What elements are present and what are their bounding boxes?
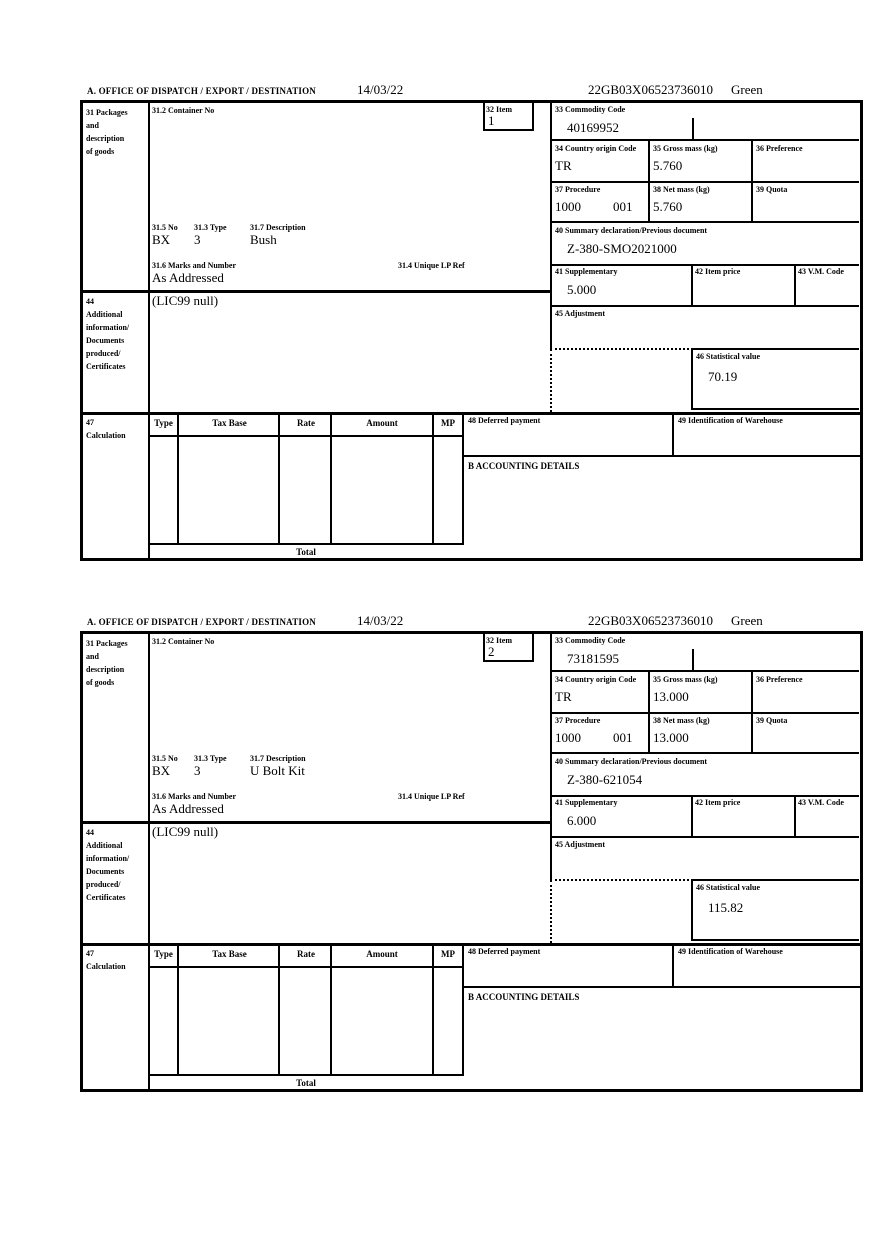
country-origin-value: TR [555,158,572,173]
deferred-payment-label: 48 Deferred payment [468,947,541,956]
grid-line [462,412,464,543]
procedure-value: 1000 [555,730,581,745]
item-price-label: 42 Item price [695,798,741,807]
package-type-label: 31.3 Type [194,754,227,763]
grid-line [550,836,859,838]
statistical-value: 115.82 [708,900,744,915]
dispatch-date: 14/03/22 [357,613,404,628]
box47-label: 47 Calculation [86,949,126,971]
calc-amount-header: Amount [366,418,398,428]
additional-information-value: (LIC99 null) [152,293,219,308]
country-origin-label: 34 Country origin Code [555,144,637,153]
preference-label: 36 Preference [756,675,803,684]
quota-label: 39 Quota [756,185,788,194]
grid-line [83,943,860,946]
grid-line [462,943,464,1074]
grid-line [691,348,859,350]
calc-amount-header: Amount [366,949,398,959]
calc-tax-base-header: Tax Base [212,418,247,428]
movement-reference-number: 22GB03X06523736010 [588,613,713,628]
package-no-label: 31.5 No [152,223,178,232]
package-no-value: BX [152,763,171,778]
package-type-label: 31.3 Type [194,223,227,232]
routing-status: Green [731,82,763,97]
calc-rate-header: Rate [297,418,315,428]
grid-line [550,139,859,141]
grid-line [148,435,464,437]
procedure-additional-value: 001 [613,199,633,214]
grid-line [550,181,859,183]
description-label: 31.7 Description [250,754,306,763]
grid-line [83,412,860,415]
movement-reference-number: 22GB03X06523736010 [588,82,713,97]
net-mass-value: 5.760 [653,199,683,214]
box31-label: 31 Packages and description of goods [86,639,128,687]
calc-type-header: Type [154,418,173,428]
item-grid [80,100,863,561]
grid-dotted-line [550,349,552,412]
package-no-value: BX [152,232,171,247]
net-mass-value: 13.000 [653,730,689,745]
marks-and-number-label: 31.6 Marks and Number [152,261,237,270]
adjustment-label: 45 Adjustment [555,840,606,849]
grid-line [148,543,464,545]
grid-line [648,670,650,752]
gross-mass-value: 5.760 [653,158,683,173]
declaration-item-section [80,613,863,1093]
supplementary-value: 6.000 [567,813,597,828]
box47-label: 47 Calculation [86,418,126,440]
statistical-value-label: 46 Statistical value [696,883,760,892]
grid-line [432,412,434,543]
vm-code-label: 43 V.M. Code [798,798,844,807]
description-label: 31.7 Description [250,223,306,232]
item-number: 1 [488,113,495,128]
grid-line [691,879,859,881]
marks-and-number-label: 31.6 Marks and Number [152,792,237,801]
item-label: 32 Item [486,105,512,114]
quota-label: 39 Quota [756,716,788,725]
grid-line [751,670,753,752]
grid-line [794,264,796,305]
grid-line [483,634,485,662]
commodity-code-label: 33 Commodity Code [555,636,626,645]
grid-dotted-line [550,348,693,350]
item-grid [80,631,863,1092]
grid-line [691,879,693,941]
calc-mp-header: MP [441,949,455,959]
commodity-code-label: 33 Commodity Code [555,105,626,114]
grid-line [148,1074,464,1076]
box44-label: 44 Additional information/ Documents produced/ Certificates [86,297,130,371]
grid-line [691,348,693,410]
accounting-details-label: B ACCOUNTING DETAILS [468,461,580,471]
statistical-value-label: 46 Statistical value [696,352,760,361]
grid-dotted-line [550,880,552,943]
adjustment-label: 45 Adjustment [555,309,606,318]
grid-line [148,103,150,558]
statistical-value: 70.19 [708,369,738,384]
marks-and-number-value: As Addressed [152,270,224,285]
box31-label: 31 Packages and description of goods [86,108,128,156]
calc-mp-header: MP [441,418,455,428]
routing-status: Green [731,613,763,628]
grid-line [177,412,179,543]
calc-type-header: Type [154,949,173,959]
grid-line [532,103,534,131]
grid-line [278,412,280,543]
grid-line [691,939,859,941]
container-no-label: 31.2 Container No [152,106,215,115]
commodity-code-value: 73181595 [567,651,619,666]
goods-description-value: Bush [250,232,277,247]
procedure-value: 1000 [555,199,581,214]
declaration-item-section [80,82,863,562]
grid-line [751,139,753,221]
package-type-value: 3 [194,232,201,247]
package-no-label: 31.5 No [152,754,178,763]
gross-mass-value: 13.000 [653,689,689,704]
grid-line [550,752,859,754]
calc-tax-base-header: Tax Base [212,949,247,959]
item-label: 32 Item [486,636,512,645]
preference-label: 36 Preference [756,144,803,153]
grid-line [672,943,674,986]
summary-declaration-label: 40 Summary declaration/Previous document [555,226,708,235]
office-of-dispatch-label: A. OFFICE OF DISPATCH / EXPORT / DESTINATION [87,617,317,627]
grid-line [550,795,859,797]
unique-lp-ref-label: 31.4 Unique LP Ref [398,261,465,270]
grid-line [691,408,859,410]
net-mass-label: 38 Net mass (kg) [653,185,710,194]
goods-description-value: U Bolt Kit [250,763,305,778]
gross-mass-label: 35 Gross mass (kg) [653,675,718,684]
package-type-value: 3 [194,763,201,778]
item-box-border [483,129,534,131]
grid-line [550,305,859,307]
total-label: Total [296,1078,316,1088]
country-origin-value: TR [555,689,572,704]
grid-line [648,139,650,221]
previous-document-value: Z-380-SMO2021000 [567,241,677,256]
accounting-details-label: B ACCOUNTING DETAILS [468,992,580,1002]
commodity-code-divider [692,118,694,140]
grid-line [550,264,859,266]
gross-mass-label: 35 Gross mass (kg) [653,144,718,153]
net-mass-label: 38 Net mass (kg) [653,716,710,725]
procedure-additional-value: 001 [613,730,633,745]
grid-line [278,943,280,1074]
grid-line [532,634,534,662]
country-origin-label: 34 Country origin Code [555,675,637,684]
grid-line [550,221,859,223]
supplementary-label: 41 Supplementary [555,267,618,276]
grid-line [550,670,859,672]
item-box-border [483,660,534,662]
grid-line [177,943,179,1074]
procedure-label: 37 Procedure [555,185,601,194]
item-price-label: 42 Item price [695,267,741,276]
warehouse-id-label: 49 Identification of Warehouse [678,416,783,425]
vm-code-label: 43 V.M. Code [798,267,844,276]
deferred-payment-label: 48 Deferred payment [468,416,541,425]
marks-and-number-value: As Addressed [152,801,224,816]
grid-line [483,103,485,131]
procedure-label: 37 Procedure [555,716,601,725]
grid-line [794,795,796,836]
grid-line [148,634,150,1089]
grid-line [691,264,693,305]
grid-line [691,795,693,836]
commodity-code-divider [692,649,694,671]
previous-document-value: Z-380-621054 [567,772,643,787]
supplementary-value: 5.000 [567,282,597,297]
grid-line [330,412,332,543]
commodity-code-value: 40169952 [567,120,619,135]
item-number: 2 [488,644,495,659]
additional-information-value: (LIC99 null) [152,824,219,839]
office-of-dispatch-label: A. OFFICE OF DISPATCH / EXPORT / DESTINATION [87,86,317,96]
container-no-label: 31.2 Container No [152,637,215,646]
supplementary-label: 41 Supplementary [555,798,618,807]
grid-line [672,412,674,455]
grid-line [462,986,860,988]
grid-line [330,943,332,1074]
summary-declaration-label: 40 Summary declaration/Previous document [555,757,708,766]
calc-rate-header: Rate [297,949,315,959]
grid-line [462,455,860,457]
unique-lp-ref-label: 31.4 Unique LP Ref [398,792,465,801]
dispatch-date: 14/03/22 [357,82,404,97]
grid-line [148,966,464,968]
box44-label: 44 Additional information/ Documents produced/ Certificates [86,828,130,902]
grid-line [432,943,434,1074]
grid-dotted-line [550,879,693,881]
warehouse-id-label: 49 Identification of Warehouse [678,947,783,956]
grid-line [550,712,859,714]
total-label: Total [296,547,316,557]
